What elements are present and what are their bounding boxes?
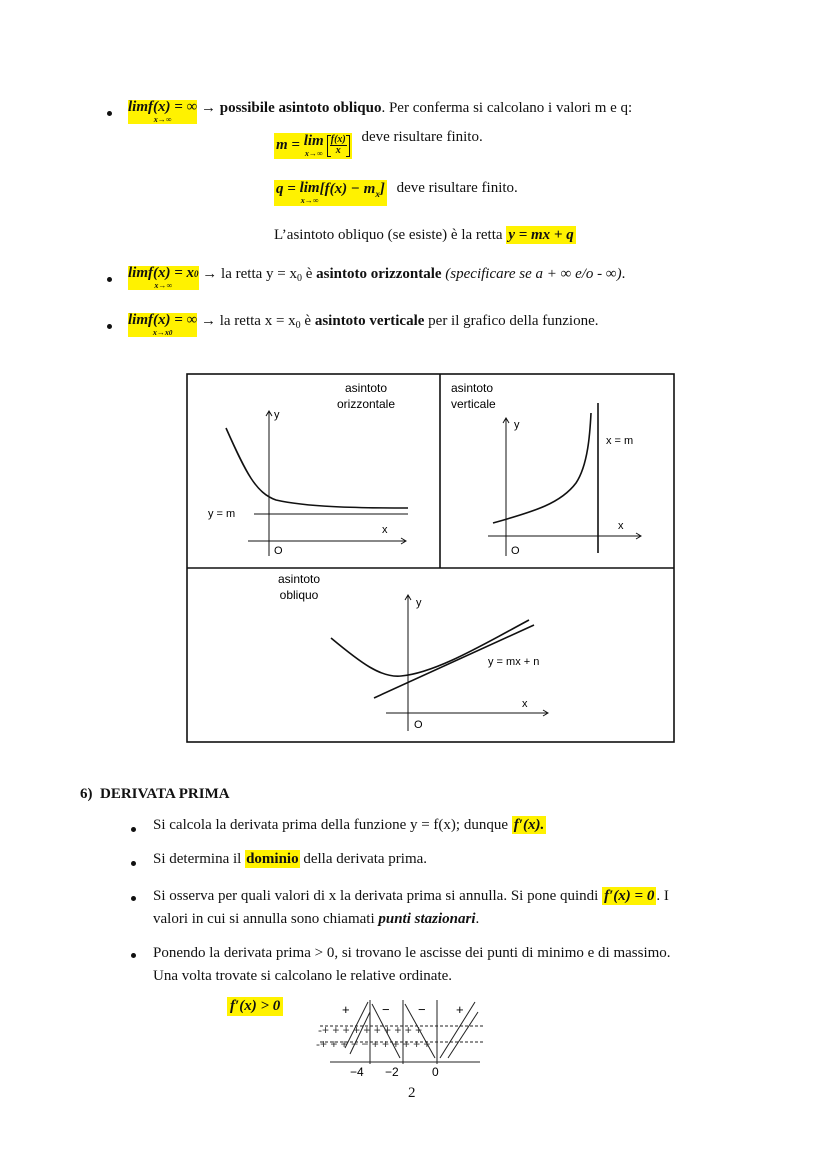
svg-text:-+ + + − − + + + + + +: -+ + + − − + + + + + + [316,1037,431,1051]
formula-q-sub: x [375,189,380,199]
item-positive-line1: Ponendo la derivata prima > 0, si trovano le ascisse dei punti di minimo e di massimo. [153,945,671,961]
item-stationary-end: . [475,911,480,927]
item-stationary-bi: punti stazionari [378,911,476,927]
panel1-ym: y = m [208,508,236,520]
vertical-pre: → la retta $x = x_0$ [200,313,301,331]
panel1-curve [226,428,408,508]
bullet-dot [107,277,112,282]
panel2-y: y [514,419,520,431]
panel3-y: y [416,597,422,609]
panel1-title2: orizzontale [336,397,396,411]
limit-expression [128,266,199,290]
sign-2: − [382,1002,390,1017]
formula-m-lhs: m = [276,137,300,153]
bullet-dot [107,324,112,329]
formula-m-lim [304,134,324,158]
item-domain-post: della derivata prima. [299,851,428,867]
sign-3: − [418,1002,426,1017]
horizontal-end: . [621,266,626,282]
panel1-o: O [274,545,283,557]
item-positive-line2: Una volta trovate si calcolano le relative ordinate. [153,968,453,984]
tick-2: −2 [385,1065,399,1079]
limit-sub: x→∞ [153,115,172,124]
panel3-x: x [522,698,528,710]
formula-m [274,129,483,159]
arrow: → [200,100,216,116]
horizontal-pre: → la retta $y = x_0$ [202,266,302,284]
bracket [327,135,350,157]
tick-1: −4 [350,1065,364,1079]
section-number: 6) [80,786,93,802]
panel1-x: x [382,524,388,536]
bullet-dot [131,827,136,832]
limit-expression [128,100,197,124]
sign-4: + [456,1002,464,1017]
vertical-mid: è [300,313,315,329]
panel2-curve [493,413,591,523]
panel3-line: y = mx + n [488,656,540,668]
lim-sub: x→∞ [300,196,319,205]
oblique-text: L’asintoto obliquo (se esiste) è la retta [274,227,507,243]
formula-q-lim [300,181,320,205]
sign-grid-marks [316,1023,430,1051]
item-stationary-pre: Si osserva per quali valori di x la derivata prima si annulla. Si pone quindi [153,888,603,904]
panel2-title2: verticale [451,397,496,411]
tick-3: 0 [432,1065,439,1079]
asymptote-figure [186,373,675,743]
horizontal-note: (specificare se a + ∞ e/o - ∞) [445,266,622,282]
lim-sub: x→∞ [304,148,323,158]
oblique-rest: . Per conferma si calcolano i valori m e q: [381,100,633,116]
limit-top: limf(x) = ∞ [128,312,198,328]
panel3-o: O [414,719,423,731]
panel2-xm: x = m [606,435,634,447]
oblique-formula: y = mx + q [508,227,574,243]
item-derivative [153,817,546,834]
item-derivative-hl: f′(x). [513,817,545,833]
bullet-dot [131,861,136,866]
panel2-x: x [618,520,624,532]
frac-num: f(x) [330,133,346,145]
item-stationary-hl: f′(x) = 0 [604,888,655,904]
panel3-title2: obliquo [279,588,319,602]
bullet-vertical [128,313,599,337]
formula-q-close: ] [379,181,385,197]
formula-q [274,180,518,206]
panel2-title1: asintoto [451,381,494,395]
oblique-asymptote-line [274,227,576,244]
sign-chart-label: f′(x) > 0 [227,997,283,1016]
formula-m-note: deve risultare finito. [361,129,483,145]
panel1-y: y [274,409,280,421]
limit-sub: x→x0 [152,328,173,337]
item-positive [153,942,671,988]
sign-chart [310,998,490,1082]
vertical-rest: per il grafico della funzione. [424,313,599,329]
item-stationary-post: . I [656,888,669,904]
limit-top: limf(x) = x0 [128,265,199,281]
bullet-dot [131,953,136,958]
item-stationary [153,885,669,931]
item-domain-hl: dominio [246,851,299,867]
vertical-label: asintoto verticale [314,313,425,329]
sign-1: + [342,1002,350,1017]
item-derivative-text: Si calcola la derivata prima della funzione y = f(x); dunque [153,817,512,833]
formula-q-body: [f(x) − m [319,181,376,197]
horizontal-label: asintoto orizzontale [316,266,442,282]
section-title: DERIVATA PRIMA [100,786,230,802]
limit-expression [128,313,197,337]
limit-top: limf(x) = ∞ [128,99,198,115]
page-number: 2 [408,1085,416,1101]
item-domain [153,851,427,868]
bullet-dot [131,896,136,901]
item-domain-pre: Si determina il [153,851,246,867]
bullet-horizontal [128,266,625,290]
lim-label: lim [299,180,320,196]
formula-q-lhs: q = [276,181,296,197]
item-stationary-line2: valori in cui si annulla sono chiamati [153,911,379,927]
section-heading [80,786,230,803]
panel1-title1: asintoto [344,381,388,395]
svg-text:-+ + + + + + + + + +: -+ + + + + + + + + + [318,1023,423,1037]
frac-den: x [335,145,341,156]
panel3-title1: asintoto [277,572,321,586]
bullet-oblique [128,100,632,124]
horizontal-mid: è [301,266,317,282]
formula-q-note: deve risultare finito. [396,180,518,196]
oblique-label: possibile asintoto obliquo [219,100,382,116]
limit-sub: x→∞ [154,281,173,290]
lim-label: lim [303,132,324,149]
panel2-o: O [511,545,520,557]
bullet-dot [107,111,112,116]
